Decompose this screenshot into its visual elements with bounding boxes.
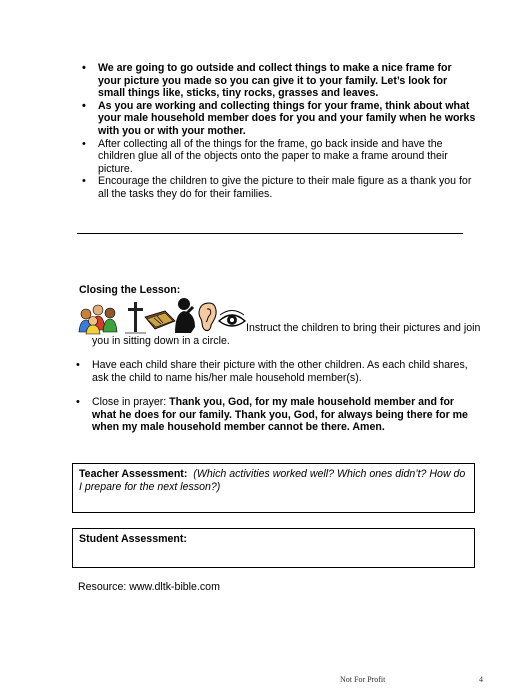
prayer-text: Thank you, God, for my male household member and for what he does for our family. Thank you, God, for always being there for me when my male household member cannot be there. Amen. bbox=[92, 396, 468, 434]
teacher-assessment-prompt: (Which activities worked well? Which ones didn’t? How do I prepare for the next lesson?) bbox=[79, 468, 466, 493]
student-assessment-label: Student Assessment: bbox=[79, 533, 187, 545]
prayer-prefix: Close in prayer: bbox=[92, 396, 170, 409]
closing-list bbox=[76, 359, 480, 434]
closing-item-prayer: • Close in prayer: Thank you, God, for my male household member and for what he does for our family. Thank you, God, for always being there for me when my male household member cannot be there. Amen. bbox=[76, 396, 468, 434]
activity-item-2: • As you are working and collecting things for your frame, think about what your male household member does for you and your family when he works with you or with your mother. bbox=[82, 99, 476, 137]
activity-text: We are going to go outside and collect things to make a nice frame for your picture you made so you can give it to your family. Let’s look for small things like, sticks, tiny rocks, grasses and leaves. bbox=[98, 62, 452, 100]
activity-list bbox=[82, 62, 476, 201]
closing-instruction-text: Instruct the children to bring their pictures and join you in sitting down in a circle. bbox=[92, 322, 481, 347]
activity-text: After collecting all of the things for the frame, go back inside and have the children glue all of the objects onto the paper to make a frame around their picture. bbox=[98, 137, 448, 175]
closing-instruction bbox=[92, 322, 492, 347]
closing-heading: Closing the Lesson: bbox=[79, 284, 181, 296]
activity-item-1: • We are going to go outside and collect things to make a nice frame for your picture you made so you can give it to your family. Let’s look for small things like, sticks, tiny rocks, grasses and leaves. bbox=[82, 62, 452, 100]
closing-item-share: • Have each child share their picture with the other children. As each child shares, ask the child to name his/her male household member(s). bbox=[76, 359, 468, 384]
section-divider bbox=[77, 233, 463, 234]
activity-item-3: • After collecting all of the things for the frame, go back inside and have the children glue all of the objects onto the paper to make a frame around their picture. bbox=[82, 137, 448, 175]
teacher-assessment-box[interactable] bbox=[72, 463, 475, 513]
activity-text: Encourage the children to give the picture to their male figure as a thank you for all the tasks they do for their families. bbox=[98, 175, 472, 200]
activity-item-4: • Encourage the children to give the picture to their male figure as a thank you for all the tasks they do for their families. bbox=[82, 175, 472, 200]
footer-note: Not For Profit bbox=[340, 675, 386, 684]
student-assessment-box[interactable] bbox=[72, 528, 475, 568]
closing-item-text: Have each child share their picture with the other children. As each child shares, ask the child to name his/her male household member(s). bbox=[92, 359, 468, 384]
teacher-assessment-label: Teacher Assessment: bbox=[79, 468, 188, 480]
page-number: 4 bbox=[479, 675, 483, 684]
resource-line: Resource: www.dltk-bible.com bbox=[78, 581, 220, 593]
activity-text: As you are working and collecting things for your frame, think about what your male household member does for you and your family when he works with you or with your mother. bbox=[98, 99, 476, 137]
